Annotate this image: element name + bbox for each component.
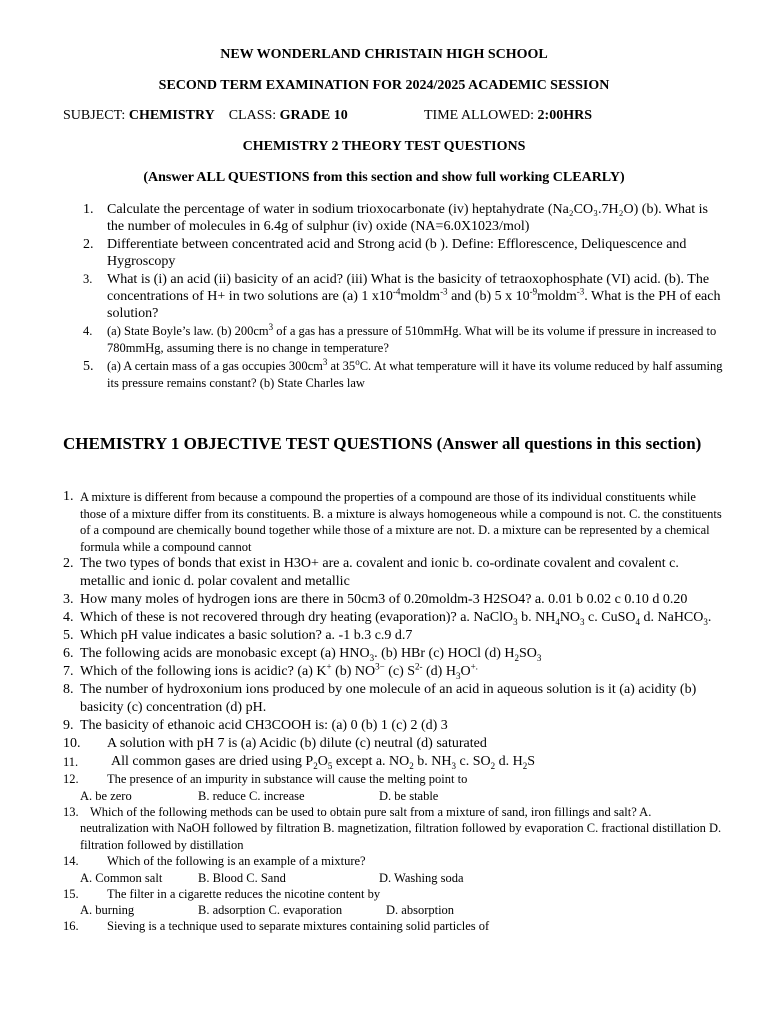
superscript: + (326, 661, 332, 672)
superscript: 3 (322, 356, 328, 367)
text-run: The following acids are monobasic except (a) HNO (80, 646, 370, 661)
subscript: 3 (580, 616, 585, 627)
question-number: 9. (63, 718, 74, 733)
exam-title: SECOND TERM EXAMINATION FOR 2024/2025 ACADEMIC SESSION (158, 78, 610, 93)
text-run: (a) State Boyle’s law. (b) 200cm (107, 324, 269, 338)
superscript: -4 (392, 286, 401, 297)
text-run: c. CuSO (584, 610, 636, 625)
text-run: moldm (537, 289, 577, 304)
text-run: of a gas has a pressure of 510mmHg. What will be its volume if pressure in increased to 780mmHg, assuming there is no change in temperature? (107, 324, 717, 355)
text-run: d. NaHCO (640, 610, 704, 625)
question-number: 14. (63, 854, 79, 868)
objective-question (63, 735, 723, 753)
question-stem (63, 771, 723, 788)
superscript: 3 (268, 321, 274, 332)
option: B. adsorption C. evaporation (198, 903, 343, 917)
question-number: 1. (83, 202, 94, 217)
objective-question (63, 555, 723, 591)
subscript: 3 (451, 760, 457, 771)
question-text (80, 661, 478, 681)
objective-question (63, 627, 723, 645)
question-number: 13. (63, 804, 79, 819)
question-text: Sieving is a technique used to separate mixtures containing solid particles of (107, 919, 490, 933)
subscript: 2 (313, 760, 318, 771)
theory-section-title: CHEMISTRY 2 THEORY TEST QUESTIONS (242, 139, 526, 154)
question-text: A solution with pH 7 is (a) Acidic (b) dilute (c) neutral (d) saturated (107, 736, 487, 751)
objective-question (63, 681, 723, 717)
subscript: 5 (327, 760, 333, 771)
question-stem (63, 886, 723, 903)
option: A. burning (80, 903, 135, 917)
text-run: d. H (495, 754, 523, 769)
objective-question (63, 645, 723, 663)
option: B. Blood C. Sand (198, 870, 286, 885)
text-run: and (b) 5 x 10 (447, 289, 530, 304)
text-run: . (707, 610, 712, 625)
question-text: Calculate the percentage of water in sodium trioxocarbonate (iv) heptahydrate (Na₂CO₃.7H₂O) (b). What is the number of molecules in 6.4g of sulphur (iv) oxide (NA=6.0X1023/mol) (107, 202, 709, 234)
objective-section-title: CHEMISTRY 1 OBJECTIVE TEST QUESTIONS (Answer all questions in this section) (63, 434, 702, 453)
text-run: S (527, 754, 536, 769)
objective-question (63, 591, 723, 609)
option: D. be stable (379, 788, 439, 803)
subscript: 2 (522, 760, 528, 771)
theory-instruction: (Answer ALL QUESTIONS from this section and show full working CLEARLY) (143, 170, 625, 185)
superscript: +. (470, 661, 478, 672)
answer-options (80, 870, 723, 886)
question-text (107, 356, 723, 390)
text-run: Which of the following methods can be used to obtain pure salt from a mixture of sand, iron fillings and salt? A. neutralization with NaOH followed by filtration B. magnetization, filtration followed by evaporation C. fractional distillation D. filtration followed by distillation (80, 804, 722, 852)
question-stem (63, 918, 723, 935)
text-run: (d) H (422, 664, 456, 679)
objective-question (63, 753, 723, 771)
question-text (80, 610, 711, 625)
subscript: 3 (455, 670, 461, 681)
theory-questions (63, 201, 723, 393)
question-text: A mixture is different from because a compound the properties of a compound are those of its individual constituents while those of a mixture differ from its constituents. B. a mixture is always homogeneous while a compound is not. C. the constituents of a compound are chemically bound together while those of a mixture are not. D. a mixture can be represented by a chemical formula while a compound cannot (80, 490, 722, 554)
subject-value: CHEMISTRY (128, 108, 215, 123)
objective-question (63, 886, 723, 919)
theory-question (63, 201, 723, 235)
superscript: -9 (529, 286, 538, 297)
question-text (111, 754, 535, 769)
question-text: Which of the following is an example of a mixture? (107, 854, 366, 868)
question-number: 5. (83, 359, 94, 374)
question-number: 2. (63, 556, 74, 571)
subscript: 4 (635, 616, 640, 627)
subscript: 3 (536, 652, 542, 663)
question-text: How many moles of hydrogen ions are there in 50cm3 of 0.20moldm-3 H2SO4? a. 0.01 b 0.02 c 0.10 d 0.20 (80, 592, 688, 607)
subscript: 2 (514, 652, 519, 663)
objective-question (63, 853, 723, 886)
text-run: moldm (400, 289, 441, 304)
text-run: b. NH (517, 610, 556, 625)
question-number: 11. (63, 755, 79, 769)
superscript: -3 (576, 286, 585, 297)
text-run: except a. NO (332, 754, 410, 769)
objective-question (63, 918, 723, 935)
question-text: The filter in a cigarette reduces the nicotine content by (107, 886, 381, 901)
question-number: 6. (63, 646, 74, 661)
question-text (80, 805, 721, 852)
text-run: Which of the following ions is acidic? (a) K (80, 664, 327, 679)
option: D. Washing soda (379, 870, 464, 885)
text-run: All common gases are dried using P (111, 754, 314, 769)
theory-question (63, 323, 723, 357)
text-run: (c) S (384, 664, 416, 679)
text-run: c. SO (456, 754, 491, 769)
question-text (107, 272, 721, 321)
question-text: The number of hydroxonium ions produced by one molecule of an acid in aqueous solution is it (a) acidity (b) basicity (c) concentration (d) pH. (80, 682, 697, 715)
question-text (107, 321, 717, 355)
subscript: 3 (703, 616, 708, 627)
question-text: Differentiate between concentrated acid and Strong acid (b ). Define: Efflorescence, Deliquescence and Hygroscopy (107, 237, 687, 269)
answer-options (80, 788, 723, 804)
question-number: 4. (83, 324, 93, 338)
class-label: CLASS: (228, 108, 280, 123)
objective-question (63, 717, 723, 735)
subscript: 2 (490, 760, 496, 771)
superscript: 3− (375, 661, 385, 672)
text-run: O (317, 754, 328, 769)
theory-question (63, 236, 723, 270)
subject-line (63, 108, 743, 124)
question-number: 5. (63, 628, 74, 643)
question-number: 3. (83, 272, 93, 286)
text-run: SO (518, 646, 537, 661)
objective-question (63, 489, 723, 555)
text-run: . What is the PH of each solution? (107, 289, 721, 321)
question-text: The basicity of ethanoic acid CH3COOH is: (a) 0 (b) 1 (c) 2 (d) 3 (80, 718, 448, 733)
subscript: 2 (409, 760, 414, 771)
question-text (80, 646, 541, 661)
question-number: 15. (63, 886, 79, 901)
text-run: C. At what temperature will it have its volume reduced by half assuming its pressure remains constant? (b) State Charles law (107, 359, 723, 390)
subscript: 3 (513, 616, 518, 627)
question-number: 2. (83, 237, 94, 252)
option: A. be zero (80, 788, 132, 803)
text-run: NO (559, 610, 581, 625)
question-number: 3. (63, 592, 74, 607)
text-run: b. NH (413, 754, 452, 769)
question-number: 4. (63, 610, 74, 625)
objective-question (63, 663, 723, 681)
text-run: Which of these is not recovered through dry heating (evaporation)? a. NaClO (80, 610, 514, 625)
objective-questions (63, 489, 723, 935)
answer-options (80, 902, 723, 918)
question-text: The presence of an impurity in substance will cause the melting point to (107, 772, 468, 786)
time-label: TIME ALLOWED: (424, 108, 538, 123)
class-value: GRADE 10 (279, 108, 348, 123)
objective-question (63, 804, 723, 854)
option: A. Common salt (80, 870, 163, 885)
subscript: 3 (369, 652, 375, 663)
text-run: . (b) HBr (c) HOCl (d) H (374, 646, 515, 661)
text-run: O (460, 664, 471, 679)
time-value: 2:00HRS (537, 108, 592, 123)
question-number: 7. (63, 664, 74, 679)
objective-question (63, 771, 723, 804)
time-allowed (424, 108, 592, 124)
question-stem (63, 853, 723, 870)
theory-question (63, 271, 723, 322)
text-run: at 35 (327, 359, 356, 373)
question-number: 1. (63, 489, 74, 504)
option: D. absorption (386, 903, 455, 917)
school-name: NEW WONDERLAND CHRISTAIN HIGH SCHOOL (220, 47, 548, 62)
question-number: 12. (63, 772, 79, 786)
superscript: -3 (440, 286, 448, 297)
text-run: (b) NO (331, 664, 376, 679)
subscript: 4 (555, 616, 560, 627)
objective-question (63, 609, 723, 627)
option: B. reduce C. increase (198, 788, 305, 803)
superscript: o (355, 356, 360, 367)
superscript: 2- (415, 661, 423, 672)
text-run: What is (i) an acid (ii) basicity of an acid? (iii) What is the basicity of tetraoxophosphate (VI) acid. (b). The concentrations of H+ in two solutions are (a) 1 x10 (107, 272, 710, 304)
question-number: 8. (63, 682, 74, 697)
question-text: The two types of bonds that exist in H3O+ are a. covalent and ionic b. co-ordinate covalent and covalent c. metallic and ionic d. polar covalent and metallic (80, 556, 679, 589)
question-number: 16. (63, 919, 79, 933)
theory-question (63, 358, 723, 392)
question-text: Which pH value indicates a basic solution? a. -1 b.3 c.9 d.7 (80, 628, 413, 643)
question-number: 10. (63, 736, 81, 751)
subject-label: SUBJECT: (63, 108, 129, 123)
text-run: (a) A certain mass of a gas occupies 300cm (107, 359, 323, 373)
